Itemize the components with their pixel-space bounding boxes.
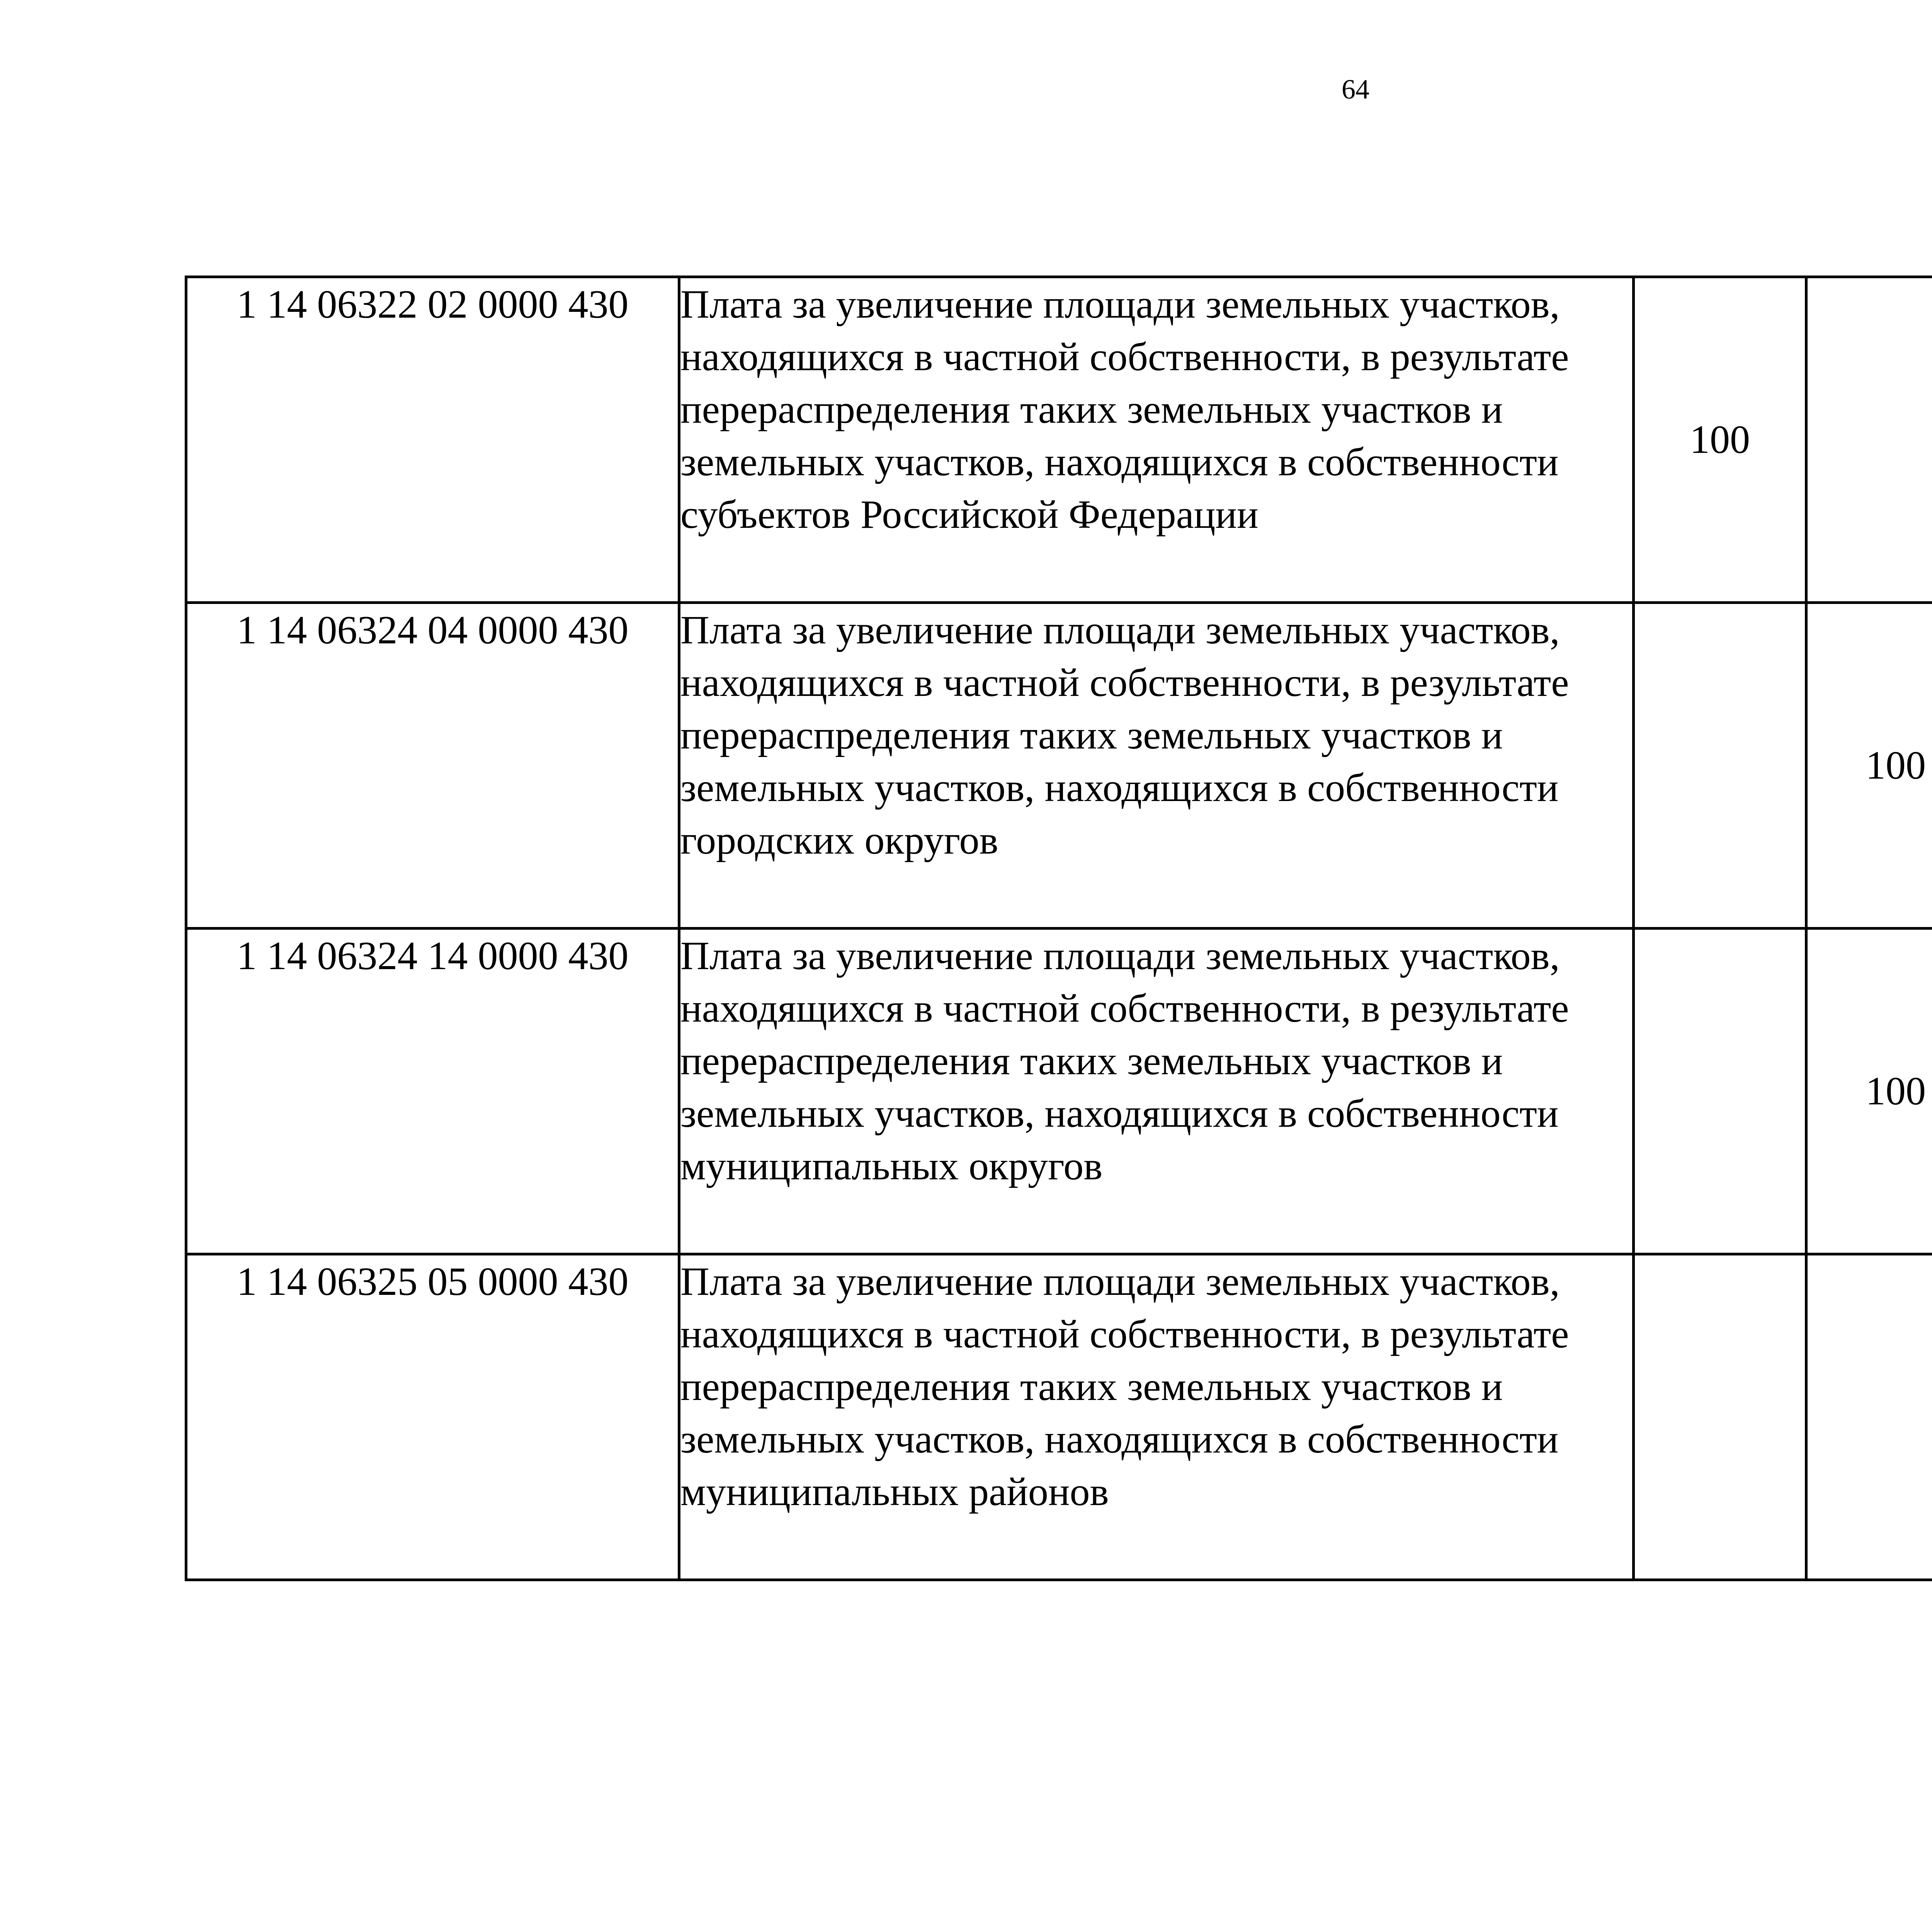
- budget-code-cell: 1 14 06325 05 0000 430: [186, 1254, 679, 1580]
- table-row: [186, 603, 1932, 929]
- revenue-distribution-table: [185, 276, 1932, 1581]
- value-cell: [1806, 1254, 1932, 1580]
- budget-code-cell: 1 14 06324 04 0000 430: [186, 603, 679, 929]
- value-cell: 100: [1806, 603, 1932, 929]
- value-cell: [1634, 1254, 1806, 1580]
- budget-code-cell: 1 14 06324 14 0000 430: [186, 929, 679, 1254]
- description-cell: Плата за увеличение площади земельных участков, находящихся в частной собственности, в результате перераспределения таких земельных участков и земельных участков, находящихся в собственности муниципальных районов: [679, 1254, 1634, 1580]
- value-cell: 100: [1806, 929, 1932, 1254]
- value-cell: [1806, 277, 1932, 603]
- page-number: 64: [1342, 74, 1369, 105]
- value-cell: [1634, 603, 1806, 929]
- description-cell: Плата за увеличение площади земельных участков, находящихся в частной собственности, в результате перераспределения таких земельных участков и земельных участков, находящихся в собственности муниципальных округов: [679, 929, 1634, 1254]
- description-cell: Плата за увеличение площади земельных участков, находящихся в частной собственности, в результате перераспределения таких земельных участков и земельных участков, находящихся в собственности городских округов: [679, 603, 1634, 929]
- table-row: [186, 929, 1932, 1254]
- value-cell: 100: [1634, 277, 1806, 603]
- table-row: [186, 1254, 1932, 1580]
- value-cell: [1634, 929, 1806, 1254]
- description-cell: Плата за увеличение площади земельных участков, находящихся в частной собственности, в результате перераспределения таких земельных участков и земельных участков, находящихся в собственности субъектов Российской Федерации: [679, 277, 1634, 603]
- budget-code-cell: 1 14 06322 02 0000 430: [186, 277, 679, 603]
- table-row: [186, 277, 1932, 603]
